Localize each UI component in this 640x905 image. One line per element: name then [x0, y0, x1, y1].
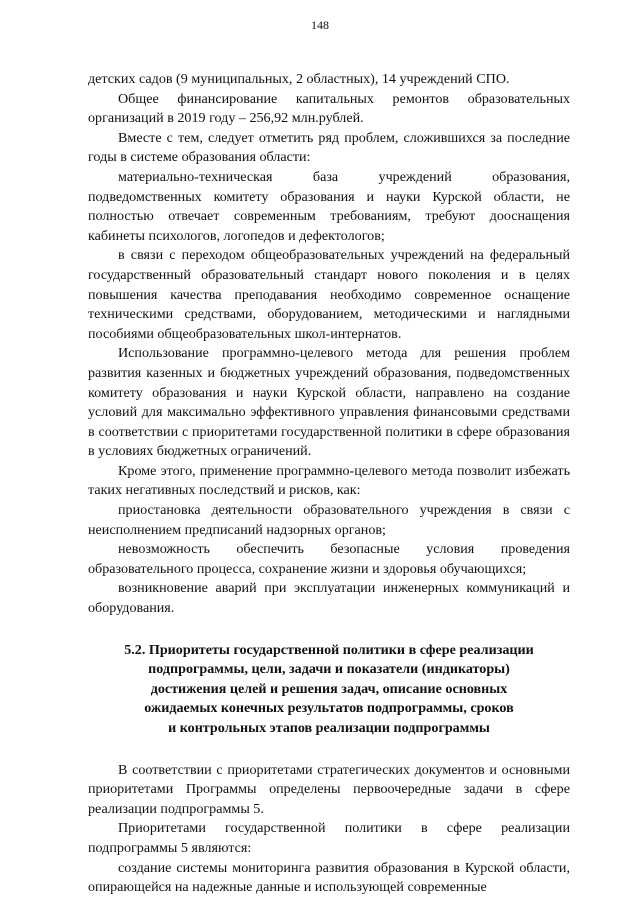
- paragraph-risk-safety: невозможность обеспечить безопасные условия проведения образовательного процесса, сохранение жизни и здоровья обучающихся;: [88, 541, 570, 577]
- paragraph-risk-suspension: приостановка деятельности образовательного учреждения в связи с неисполнением предписаний надзорных органов;: [88, 502, 570, 538]
- section-heading-line: достижения целей и решения задач, описание основных: [150, 680, 508, 697]
- section-heading: [88, 641, 570, 739]
- paragraph-priorities-tasks: В соответствии с приоритетами стратегических документов и основными приоритетами Программы определены первоочередные задачи в сфере реализации подпрограммы 5.: [88, 761, 570, 817]
- section-heading-line: ожидаемых конечных результатов подпрограммы, сроков: [144, 700, 514, 717]
- paragraph-material-base: материально-техническая база учреждений образования, подведомственных комитету образования и науки Курской области, не полностью отвечает современным требованиям, требуют дооснащения кабинеты психологов, логопедов и дефектологов;: [88, 168, 570, 244]
- document-body: [88, 70, 570, 898]
- paragraph-risk-accidents: возникновение аварий при эксплуатации инженерных коммуникаций и оборудования.: [88, 580, 570, 617]
- paragraph-priorities-intro: Приоритетами государственной политики в сфере реализации подпрограммы 5 являются:: [88, 820, 570, 856]
- paragraph-monitoring-system: создание системы мониторинга развития образования в Курской области, опирающейся на надежные данные и использующей современные: [88, 859, 570, 896]
- page-number: 148: [311, 18, 329, 32]
- paragraph-fgos-transition: в связи с переходом общеобразовательных учреждений на федеральный государственный образовательный стандарт нового поколения и в целях повышения качества преподавания необходимо современное оснащение техническими средствами, оборудованием, методическими и наглядными пособиями общеобразовательных школ-интернатов.: [88, 247, 570, 342]
- section-heading-line: и контрольных этапов реализации подпрограммы: [168, 720, 490, 736]
- section-heading-line: 5.2. Приоритеты государственной политики в сфере реализации: [124, 641, 534, 658]
- paragraph-financing: Общее финансирование капитальных ремонтов образовательных организаций в 2019 году – 256,92 млн.рублей.: [88, 90, 570, 127]
- paragraph-continuation: детских садов (9 муниципальных, 2 областных), 14 учреждений СПО.: [88, 71, 510, 87]
- paragraph-risks-intro: Кроме этого, применение программно-целевого метода позволит избежать таких негативных последствий и рисков, как:: [88, 462, 570, 499]
- section-heading-line: подпрограммы, цели, задачи и показатели (индикаторы): [148, 661, 510, 678]
- paragraph-problems-intro: Вместе с тем, следует отметить ряд проблем, сложившихся за последние годы в системе образования области:: [88, 129, 570, 166]
- paragraph-program-method: Использование программно-целевого метода для решения проблем развития казенных и бюджетных учреждений образования, подведомственных комитету образования и науки Курской области, направлено на создание условий для максимально эффективного управления финансовыми средствами в соответствии с приоритетами государственной политики в сфере образования в условиях бюджетных ограничений.: [88, 345, 570, 460]
